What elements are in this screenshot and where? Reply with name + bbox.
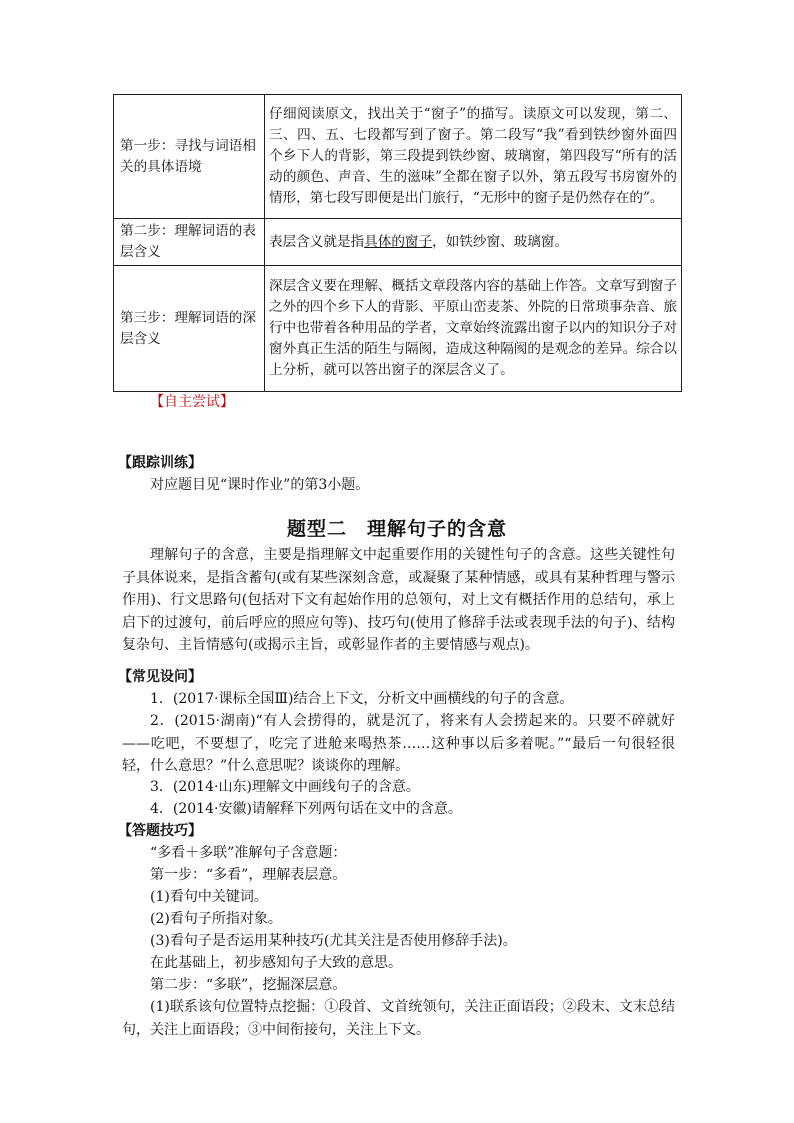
tips-line: (1)看句中关键词。	[150, 889, 268, 905]
tips-line: (1)联系该句位置特点挖掘：①段首、文首统领句，关注正面语段；②段末、文末总结句，关注上面语段；③中间衔接句，关注上下文。	[122, 999, 675, 1038]
step-content: 仔细阅读原文，找出关于“窗子”的描写。读原文可以发现，第二、三、四、五、七段都写到了窗子。第二段写“我”看到铁纱窗外面四个乡下人的背影，第三段提到铁纱窗、玻璃窗，第四段写“所有的活动的颜色、声音、生的滋味”全都在窗子以外，第五段写书房窗外的情形，第七段写即便是出门旅行，“无形中的窗子是仍然存在的”。	[265, 95, 682, 219]
self-try-heading: 【自主尝试】	[150, 394, 234, 410]
question-item: 2．(2015·湖南)“有人会捞得的，就是沉了，将来有人会捞起来的。只要不碎就好——吃吧，不要想了，吃完了进舱来喝热茶……这种事以后多着呢。”“最后一句很轻很轻，什么意思？”什么意思呢？谈谈你的理解。	[122, 713, 675, 774]
tracking-text: 对应题目见“课时作业”的第3小题。	[150, 477, 370, 493]
step-label: 第三步：理解词语的深层含义	[114, 266, 265, 392]
tips-line: (3)看句子是否运用某种技巧(尤其关注是否使用修辞手法)。	[150, 933, 517, 949]
question-item: 4．(2014·安徽)请解释下列两句话在文中的含意。	[150, 801, 462, 817]
tips-line: (2)看句子所指对象。	[150, 911, 282, 927]
tracking-heading: 【跟踪训练】	[118, 455, 202, 471]
table-row	[114, 95, 682, 219]
table-row	[114, 219, 682, 266]
tips-line: “多看＋多联”准解句子含意题：	[150, 845, 347, 861]
intro-paragraph: 理解句子的含意，主要是指理解文中起重要作用的关键性句子的含意。这些关键性句子具体说来，是指含蓄句(或有某些深刻含意，或凝聚了某种情感，或具有某种哲理与警示作用)、行文思路句(包括对下文有起始作用的总领句，对上文有概括作用的总结句，承上启下的过渡句，前后呼应的照应句等)、技巧句(使用了修辞手法或表现手法的句子)、结构复杂句、主旨情感句(或揭示主旨，或彰显作者的主要情感与观点)。	[122, 547, 675, 653]
content-pre: 表层含义就是指	[269, 233, 365, 250]
step-label: 第二步：理解词语的表层含义	[114, 219, 265, 266]
content-post: ，如铁纱窗、玻璃窗。	[432, 233, 569, 250]
tips-line: 第一步：“多看”，理解表层意。	[150, 867, 347, 883]
common-questions-heading: 【常见设问】	[118, 669, 202, 685]
step-label: 第一步：寻找与词语相关的具体语境	[114, 95, 265, 219]
step-content	[265, 219, 682, 266]
tips-line: 在此基础上，初步感知句子大致的意思。	[150, 955, 402, 971]
tips-line: 第二步：“多联”，挖掘深层意。	[150, 977, 347, 993]
section-title: 题型二 理解句子的含意	[286, 518, 507, 540]
underlined-term: 具体的窗子	[364, 233, 433, 250]
steps-table	[113, 94, 682, 392]
table-row	[114, 266, 682, 392]
question-item: 3．(2014·山东)理解文中画线句子的含意。	[150, 779, 420, 795]
step-content: 深层含义要在理解、概括文章段落内容的基础上作答。文章写到窗子之外的四个乡下人的背影、平原山峦麦茶、外院的日常琐事杂音、旅行中也带着各种用品的学者，文章始终流露出窗子以内的知识分子对窗外真正生活的陌生与隔阂，造成这种隔阂的是观念的差异。综合以上分析，就可以答出窗子的深层含义了。	[265, 266, 682, 392]
question-item: 1．(2017·课标全国Ⅲ)结合上下文，分析文中画横线的句子的含意。	[150, 691, 574, 707]
tips-heading: 【答题技巧】	[118, 823, 202, 839]
